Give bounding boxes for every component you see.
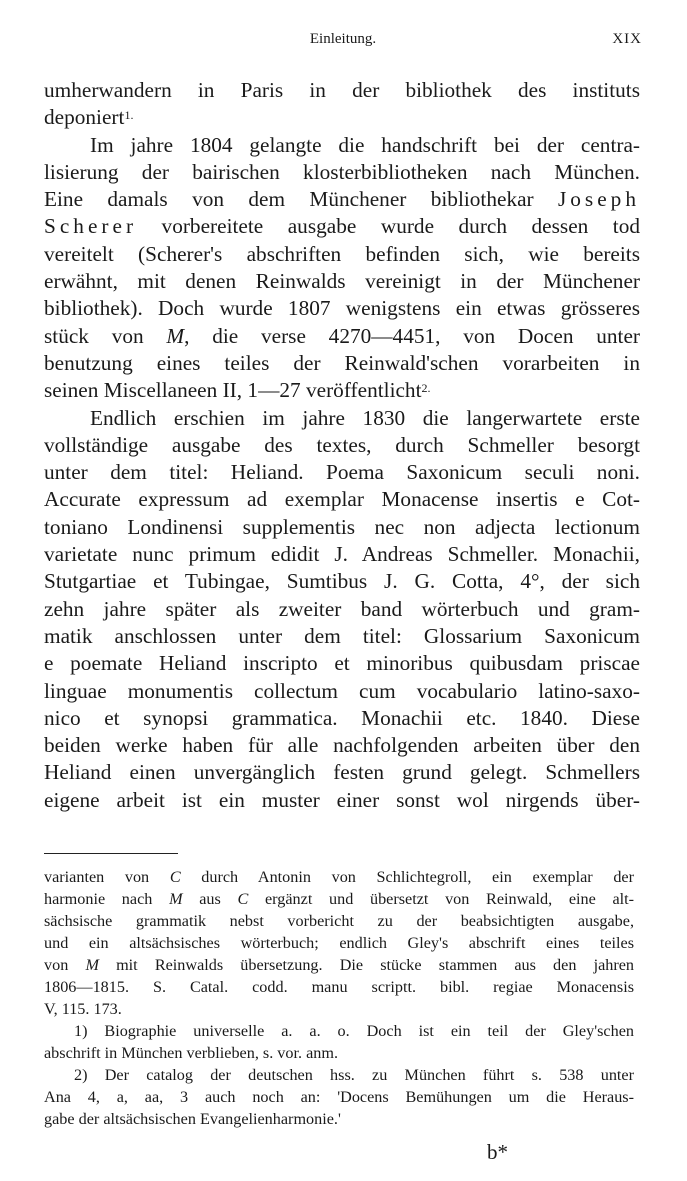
- footnote-line: V, 115. 173.: [44, 1000, 122, 1018]
- manuscript-siglum: M: [166, 323, 185, 348]
- text-line: stück von M, die verse 4270—4451, von Docen unter: [44, 323, 640, 348]
- footnotes: [44, 866, 634, 1130]
- footnote-line: sächsische grammatik nebst vorbericht zu der beabsichtigten ausgabe,: [44, 912, 634, 930]
- text-line: Accurate expressum ad exemplar Monacense insertis e Cot-: [44, 487, 640, 512]
- text-line: deponiert$^{1.}$: [44, 105, 134, 130]
- footnote-line: 1806—1815. S. Catal. codd. manu scriptt. bibl. regiae Monacensis: [44, 978, 634, 996]
- text-line: Im jahre 1804 gelangte die handschrift bei der centra-: [90, 132, 640, 157]
- text-line: vereitelt (Scherer's abschriften befinden sich, wie bereits: [44, 241, 640, 266]
- text-line: seinen Miscellaneen II, 1—27 veröffentlicht$^{2.}$: [44, 378, 431, 403]
- running-title: Einleitung.: [309, 31, 377, 47]
- footnote-ref: 2.: [421, 381, 431, 396]
- text-line: vollständige ausgabe des textes, durch Schmeller besorgt: [44, 432, 640, 457]
- footnote-divider: [44, 853, 178, 854]
- text-line: lisierung der bairischen klosterbibliotheken nach München.: [44, 159, 640, 184]
- text-line: e poemate Heliand inscripto et minoribus quibusdam priscae: [44, 651, 640, 676]
- text-line: linguae monumentis collectum cum vocabulario latino-saxo-: [44, 678, 640, 703]
- text-line: Eine damals von dem Münchener bibliothekar Joseph: [44, 187, 640, 212]
- text-line: unter dem titel: Heliand. Poema Saxonicum seculi noni.: [44, 460, 640, 485]
- footnote-ref: 1.: [124, 108, 134, 123]
- text-line: varietate nunc primum edidit J. Andreas Schmeller. Monachii,: [44, 542, 640, 567]
- text-line: toniano Londinensi supplementis nec non adjecta lectionum: [44, 514, 640, 539]
- text-line: matik anschlossen unter dem titel: Glossarium Saxonicum: [44, 623, 640, 648]
- footnote-line: harmonie nach M aus C ergänzt und übersetzt von Reinwald, eine alt-: [44, 890, 635, 908]
- footnote-line: 1) Biographie universelle a. a. o. Doch ist ein teil der Gley'schen: [74, 1022, 634, 1040]
- spaced-name: Scherer: [44, 214, 138, 239]
- text-line: zehn jahre später als zweiter band wörterbuch und gram-: [44, 596, 640, 621]
- text-line: beiden werke haben für alle nachfolgenden arbeiten über den: [44, 733, 640, 758]
- page-number: XIX: [612, 31, 642, 47]
- footnote-line: abschrift in München verblieben, s. vor. anm.: [44, 1044, 338, 1062]
- footnote-line: von M mit Reinwalds übersetzung. Die stücke stammen aus den jahren: [44, 956, 635, 974]
- text-line: Endlich erschien im jahre 1830 die langerwartete erste: [90, 405, 640, 430]
- manuscript-siglum: C: [237, 890, 249, 908]
- text-line: Heliand einen unvergänglich festen grund gelegt. Schmellers: [44, 760, 640, 785]
- manuscript-siglum: M: [85, 956, 99, 974]
- text-line: bibliothek). Doch wurde 1807 wenigstens ein etwas grösseres: [44, 296, 640, 321]
- footnote-line: 2) Der catalog der deutschen hss. zu München führt s. 538 unter: [74, 1066, 634, 1084]
- text-line: Scherer vorbereitete ausgabe wurde durch dessen tod: [44, 214, 640, 239]
- manuscript-siglum: M: [169, 890, 183, 908]
- main-text: [44, 77, 640, 814]
- signature-mark: b*: [487, 1140, 508, 1164]
- spaced-name: Joseph: [558, 187, 640, 212]
- text-line: umherwandern in Paris in der bibliothek des instituts: [44, 78, 640, 102]
- text-line: benutzung eines teiles der Reinwald'schen vorarbeiten in: [44, 350, 640, 375]
- text-line: eigene arbeit ist ein muster einer sonst wol nirgends über-: [44, 787, 640, 812]
- footnote-line: gabe der altsächsischen Evangelienharmonie.': [44, 1110, 341, 1128]
- text-line: nico et synopsi grammatica. Monachii etc. 1840. Diese: [44, 705, 640, 730]
- footnote-line: und ein altsächsisches wörterbuch; endlich Gley's abschrift eines teiles: [44, 934, 634, 952]
- manuscript-siglum: C: [169, 868, 181, 886]
- text-line: Stutgartiae et Tubingae, Sumtibus J. G. Cotta, 4°, der sich: [44, 569, 640, 594]
- footnote-line: varianten von C durch Antonin von Schlichtegroll, ein exemplar der: [44, 868, 635, 886]
- footnote-line: Ana 4, a, aa, 3 auch noch an: 'Docens Bemühungen um die Heraus-: [44, 1088, 634, 1106]
- page-header: [44, 31, 642, 55]
- text-line: erwähnt, mit denen Reinwalds vereinigt in der Münchener: [44, 269, 640, 294]
